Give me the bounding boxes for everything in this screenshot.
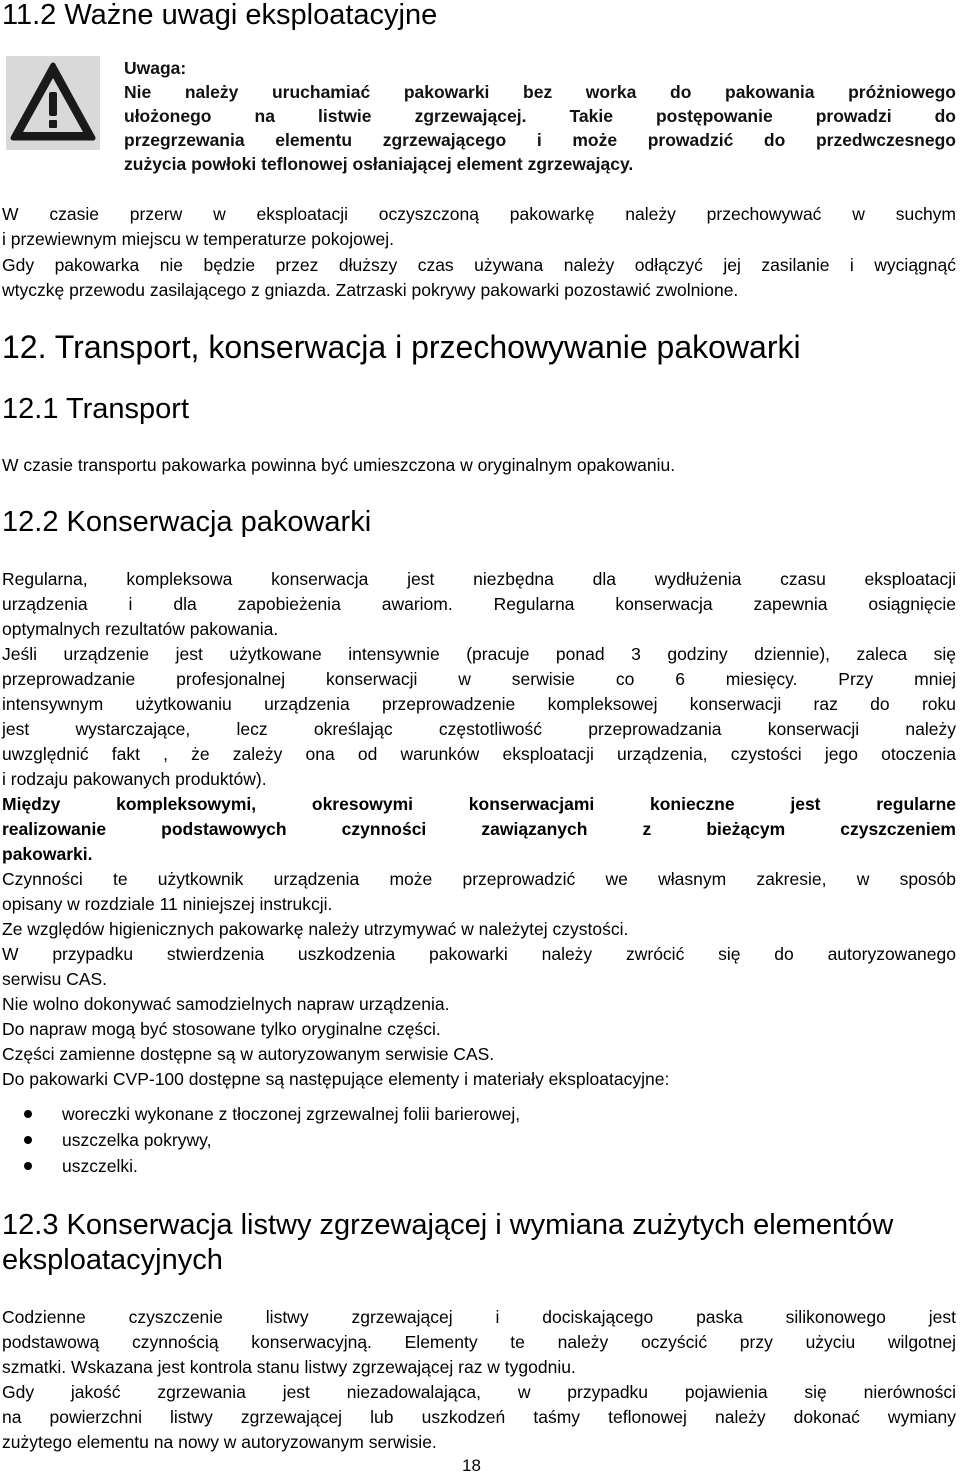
warning-box [124, 56, 956, 176]
list-item [2, 1127, 902, 1153]
list-item-text: uszczelki. [62, 1156, 138, 1176]
text-line: urządzenia i dla zapobieżenia awariom. Regularna konserwacja zapewnia osiągnięcie [2, 594, 956, 614]
paragraph-storage [2, 202, 956, 252]
warning-line: ułożonego na listwie zgrzewającej. Takie postępowanie prowadzi do [124, 106, 956, 126]
text-line: przeprowadzanie profesjonalnej konserwacji w serwisie co 6 miesięcy. Przy mniej [2, 669, 956, 689]
text-line: Gdy jakość zgrzewania jest niezadowalająca, w przypadku pojawienia się nierówności [2, 1382, 956, 1402]
text-line: Nie wolno dokonywać samodzielnych napraw urządzenia. [2, 994, 450, 1014]
warning-line: przegrzewania elementu zgrzewającego i może prowadzić do przedwczesnego [124, 130, 956, 150]
text-line: i rodzaju pakowanych produktów). [2, 769, 267, 789]
paragraph-sealing-bar [2, 1305, 956, 1455]
list-item-text: uszczelka pokrywy, [62, 1130, 212, 1150]
text-line: opisany w rozdziale 11 niniejszej instrukcji. [2, 894, 333, 914]
section-heading-12: 12. Transport, konserwacja i przechowywanie pakowarki [2, 329, 801, 365]
page-number: 18 [462, 1456, 481, 1475]
text-line: Do napraw mogą być stosowane tylko oryginalne części. [2, 1019, 441, 1039]
bold-text-line: Między kompleksowymi, okresowymi konserwacjami konieczne jest regularne [2, 794, 956, 814]
section-heading-12-2: 12.2 Konserwacja pakowarki [2, 506, 372, 538]
list-item [2, 1153, 902, 1179]
warning-line: zużycia powłoki teflonowej osłaniającej element zgrzewający. [124, 154, 634, 174]
text-line: Czynności te użytkownik urządzenia może przeprowadzić we własnym zakresie, w sposób [2, 869, 956, 889]
text-line: podstawową czynnością konserwacyjną. Elementy te należy oczyścić przy użyciu wilgotnej [2, 1332, 956, 1352]
text-line: zużytego elementu na nowy w autoryzowanym serwisie. [2, 1432, 437, 1452]
bullet-icon [24, 1110, 32, 1118]
text-line: Codzienne czyszczenie listwy zgrzewającej i dociskającego paska silikonowego jest [2, 1307, 956, 1327]
bullet-icon [24, 1136, 32, 1144]
text-line: optymalnych rezultatów pakowania. [2, 619, 279, 639]
section-heading-12-3-cont: eksploatacyjnych [2, 1244, 223, 1276]
paragraph-transport [2, 453, 956, 478]
text-line: na powierzchni listwy zgrzewającej lub uszkodzeń taśmy teflonowej należy dokonać wymiany [2, 1407, 956, 1427]
text-line: intensywnym użytkowaniu urządzenia przeprowadzenie kompleksowej konserwacji raz do roku [2, 694, 956, 714]
list-item-text: woreczki wykonane z tłoczonej zgrzewalnej folii barierowej, [62, 1104, 521, 1124]
warning-triangle-icon [6, 56, 100, 150]
section-heading-12-1: 12.1 Transport [2, 393, 189, 425]
text-line: Regularna, kompleksowa konserwacja jest niezbędna dla wydłużenia czasu eksploatacji [2, 569, 956, 589]
list-item [2, 1101, 902, 1127]
bold-text-line: realizowanie podstawowych czynności zawiązanych z bieżącym czyszczeniem [2, 819, 956, 839]
text-line: wtyczkę przewodu zasilającego z gniazda. Zatrzaski pokrywy pakowarki pozostawić zwolnione. [2, 280, 739, 300]
text-line: W przypadku stwierdzenia uszkodzenia pakowarki należy zwrócić się do autoryzowanego [2, 944, 956, 964]
warning-title: Uwaga: [124, 58, 187, 78]
text-line: W czasie transportu pakowarka powinna być umieszczona w oryginalnym opakowaniu. [2, 455, 676, 475]
text-line: Ze względów higienicznych pakowarkę należy utrzymywać w należytej czystości. [2, 919, 629, 939]
text-line: szmatki. Wskazana jest kontrola stanu listwy zgrzewającej raz w tygodniu. [2, 1357, 576, 1377]
text-line: W czasie przerw w eksploatacji oczyszczoną pakowarkę należy przechowywać w suchym [2, 204, 956, 224]
bullet-icon [24, 1162, 32, 1170]
paragraph-maintenance [2, 567, 956, 1092]
text-line: Części zamienne dostępne są w autoryzowanym serwisie CAS. [2, 1044, 495, 1064]
text-line: jest wystarczające, lecz określając częstotliwość przeprowadzania konserwacji należy [2, 719, 956, 739]
section-heading-11-2: 11.2 Ważne uwagi eksploatacyjne [2, 0, 438, 31]
text-line: Jeśli urządzenie jest użytkowane intensywnie (pracuje ponad 3 godziny dziennie), zaleca się [2, 644, 956, 664]
text-line: Do pakowarki CVP-100 dostępne są następujące elementy i materiały eksploatacyjne: [2, 1069, 670, 1089]
text-line: Gdy pakowarka nie będzie przez dłuższy czas używana należy odłączyć jej zasilanie i wyciągnąć [2, 255, 956, 275]
section-heading-12-3: 12.3 Konserwacja listwy zgrzewającej i wymiana zużytych elementów [2, 1209, 894, 1241]
text-line: uwzględnić fakt , że zależy ona od warunków eksploatacji urządzenia, czystości jego otoczenia [2, 744, 956, 764]
bold-text-line: pakowarki. [2, 844, 93, 864]
consumables-list [2, 1101, 902, 1179]
paragraph-disconnect [2, 253, 956, 303]
text-line: i przewiewnym miejscu w temperaturze pokojowej. [2, 229, 394, 249]
warning-line: Nie należy uruchamiać pakowarki bez worka do pakowania próżniowego [124, 82, 956, 102]
text-line: serwisu CAS. [2, 969, 108, 989]
